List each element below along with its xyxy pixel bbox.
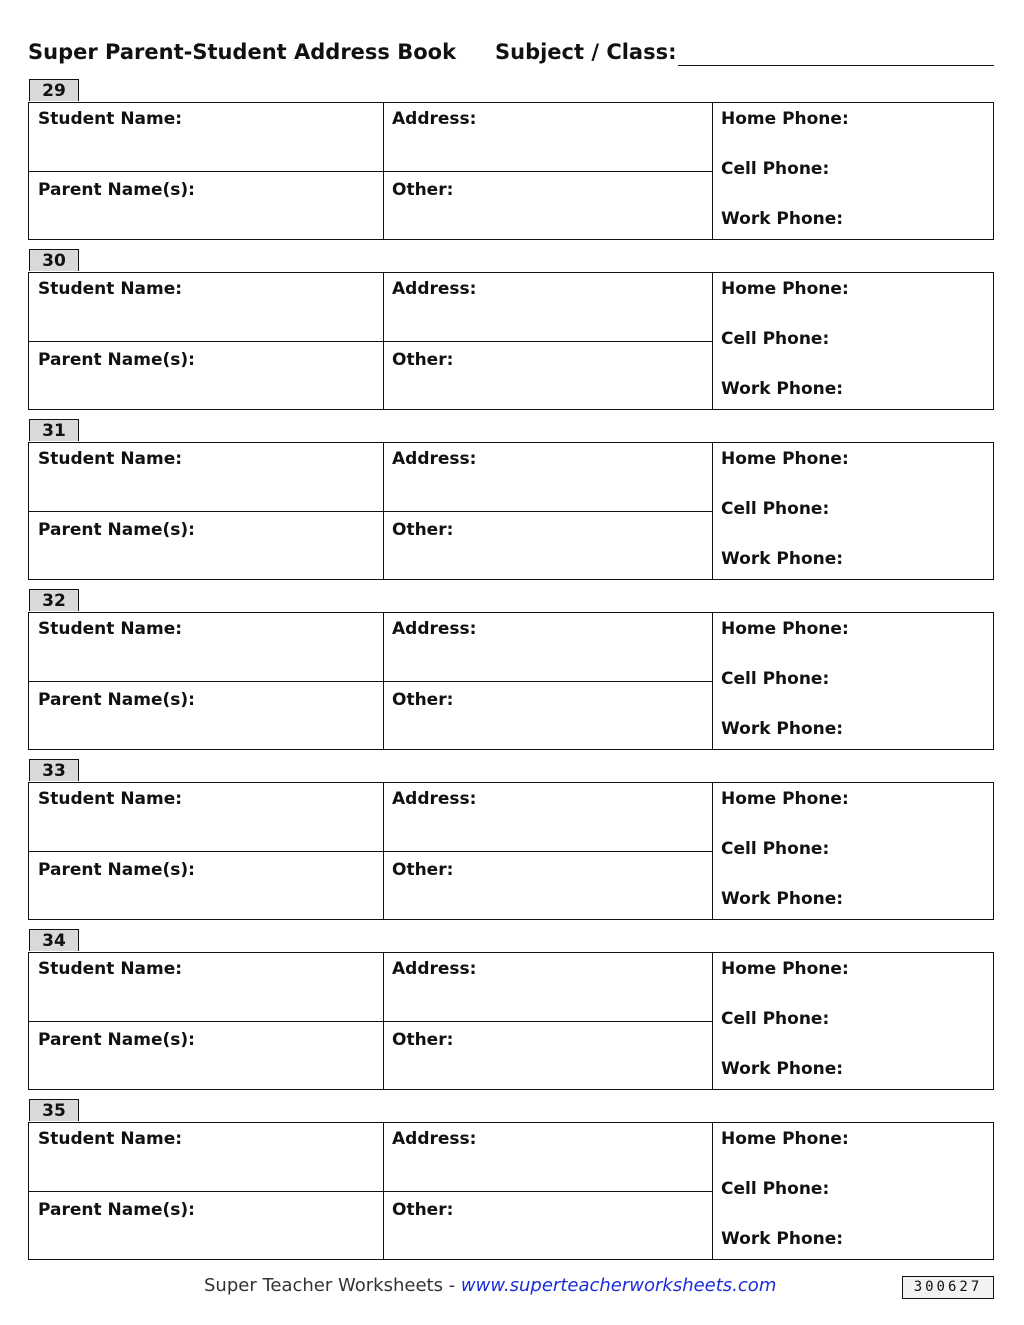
entry-box [28, 952, 994, 1090]
address-entry [28, 249, 994, 412]
subject-class-label: Subject / Class: [495, 40, 677, 64]
student-name-field[interactable]: Student Name: [38, 279, 183, 299]
row-divider [29, 171, 713, 172]
other-field[interactable]: Other: [392, 520, 454, 540]
address-entry [28, 759, 994, 922]
cell-phone-field[interactable]: Cell Phone: [721, 839, 830, 859]
home-phone-field[interactable]: Home Phone: [721, 1129, 849, 1149]
entry-number-tab: 30 [29, 249, 79, 271]
entry-number-tab: 33 [29, 759, 79, 781]
page-header [28, 40, 994, 72]
home-phone-field[interactable]: Home Phone: [721, 619, 849, 639]
cell-phone-field[interactable]: Cell Phone: [721, 1179, 830, 1199]
entry-box [28, 782, 994, 920]
footer-brand: Super Teacher Worksheets - [204, 1275, 461, 1296]
row-divider [29, 341, 713, 342]
student-name-field[interactable]: Student Name: [38, 1129, 183, 1149]
work-phone-field[interactable]: Work Phone: [721, 1229, 844, 1249]
home-phone-field[interactable]: Home Phone: [721, 279, 849, 299]
parent-names-field[interactable]: Parent Name(s): [38, 690, 195, 710]
work-phone-field[interactable]: Work Phone: [721, 719, 844, 739]
work-phone-field[interactable]: Work Phone: [721, 549, 844, 569]
address-entry [28, 419, 994, 582]
entry-box [28, 612, 994, 750]
home-phone-field[interactable]: Home Phone: [721, 959, 849, 979]
parent-names-field[interactable]: Parent Name(s): [38, 1030, 195, 1050]
entry-box [28, 102, 994, 240]
parent-names-field[interactable]: Parent Name(s): [38, 350, 195, 370]
work-phone-field[interactable]: Work Phone: [721, 379, 844, 399]
work-phone-field[interactable]: Work Phone: [721, 889, 844, 909]
other-field[interactable]: Other: [392, 690, 454, 710]
work-phone-field[interactable]: Work Phone: [721, 209, 844, 229]
row-divider [29, 681, 713, 682]
row-divider [29, 1021, 713, 1022]
parent-names-field[interactable]: Parent Name(s): [38, 860, 195, 880]
address-field[interactable]: Address: [392, 1129, 477, 1149]
student-name-field[interactable]: Student Name: [38, 619, 183, 639]
entry-number-tab: 29 [29, 79, 79, 101]
parent-names-field[interactable]: Parent Name(s): [38, 1200, 195, 1220]
page-title: Super Parent-Student Address Book [28, 40, 457, 64]
footer-url-link[interactable]: www.superteacherworksheets.com [460, 1275, 777, 1296]
address-field[interactable]: Address: [392, 279, 477, 299]
entry-number-tab: 32 [29, 589, 79, 611]
other-field[interactable]: Other: [392, 1030, 454, 1050]
address-field[interactable]: Address: [392, 789, 477, 809]
home-phone-field[interactable]: Home Phone: [721, 789, 849, 809]
address-field[interactable]: Address: [392, 449, 477, 469]
parent-names-field[interactable]: Parent Name(s): [38, 180, 195, 200]
row-divider [29, 511, 713, 512]
cell-phone-field[interactable]: Cell Phone: [721, 329, 830, 349]
row-divider [29, 1191, 713, 1192]
worksheet-code: 300627 [902, 1276, 994, 1299]
footer [204, 1275, 776, 1296]
work-phone-field[interactable]: Work Phone: [721, 1059, 844, 1079]
address-entry [28, 1099, 994, 1262]
address-field[interactable]: Address: [392, 109, 477, 129]
entry-number-tab: 35 [29, 1099, 79, 1121]
entry-box [28, 1122, 994, 1260]
address-field[interactable]: Address: [392, 959, 477, 979]
row-divider [29, 851, 713, 852]
home-phone-field[interactable]: Home Phone: [721, 109, 849, 129]
other-field[interactable]: Other: [392, 860, 454, 880]
other-field[interactable]: Other: [392, 180, 454, 200]
other-field[interactable]: Other: [392, 350, 454, 370]
address-field[interactable]: Address: [392, 619, 477, 639]
address-entry [28, 929, 994, 1092]
entry-number-tab: 31 [29, 419, 79, 441]
entry-number-tab: 34 [29, 929, 79, 951]
student-name-field[interactable]: Student Name: [38, 789, 183, 809]
cell-phone-field[interactable]: Cell Phone: [721, 669, 830, 689]
home-phone-field[interactable]: Home Phone: [721, 449, 849, 469]
cell-phone-field[interactable]: Cell Phone: [721, 1009, 830, 1029]
address-entry [28, 79, 994, 242]
parent-names-field[interactable]: Parent Name(s): [38, 520, 195, 540]
student-name-field[interactable]: Student Name: [38, 959, 183, 979]
entry-box [28, 442, 994, 580]
address-entry [28, 589, 994, 752]
other-field[interactable]: Other: [392, 1200, 454, 1220]
entry-box [28, 272, 994, 410]
student-name-field[interactable]: Student Name: [38, 449, 183, 469]
student-name-field[interactable]: Student Name: [38, 109, 183, 129]
subject-class-blank[interactable] [678, 65, 994, 66]
cell-phone-field[interactable]: Cell Phone: [721, 159, 830, 179]
cell-phone-field[interactable]: Cell Phone: [721, 499, 830, 519]
